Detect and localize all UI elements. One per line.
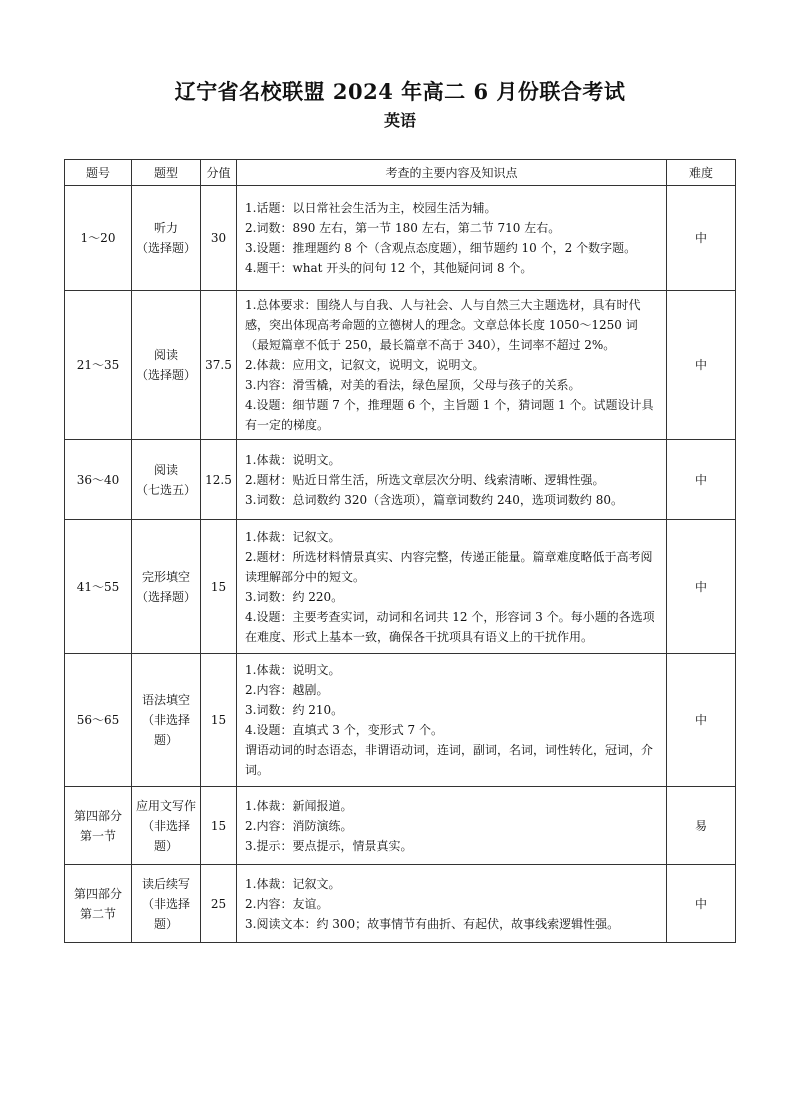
content-line: 3.设题：推理题约 8 个（含观点态度题），细节题约 10 个，2 个数字题。 (245, 241, 637, 255)
content-line: 2.题材：贴近日常生活，所选文章层次分明、线索清晰、逻辑性强。 (245, 472, 605, 487)
difficulty-cell: 中 (667, 186, 736, 291)
table-row (65, 654, 736, 787)
question-type-cell: 语法填空 （非选择题） (132, 654, 201, 787)
content-cell (237, 787, 667, 865)
content-line: 2.体裁：应用文，记叙文，说明文，说明文。 (245, 358, 485, 372)
table-row (65, 787, 736, 865)
content-line: 2.题材：所选材料情景真实、内容完整，传递正能量。篇章难度略低于高考阅读理解部分中的短文。 (245, 549, 653, 584)
score-cell: 15 (201, 520, 237, 654)
content-line: 2.内容：消防演练。 (245, 818, 353, 833)
content-line: 1.总体要求：围绕人与自我、人与社会、人与自然三大主题选材，具有时代感，突出体现高考命题的立德树人的理念。文章总体长度 1050～1250 词（最短篇章不低于 250，最长篇章不高于 340），生词率不超过 2%。 (245, 298, 641, 352)
question-type-cell: 阅读 （选择题） (132, 291, 201, 440)
content-line: 1.话题：以日常社会生活为主，校园生活为辅。 (245, 201, 497, 215)
score-cell: 30 (201, 186, 237, 291)
content-line: 1.体裁：说明文。 (245, 663, 341, 677)
content-line: 2.词数：890 左右，第一节 180 左右，第二节 710 左右。 (245, 221, 561, 235)
question-type-cell: 阅读 （七选五） (132, 440, 201, 520)
question-number-cell: 21～35 (65, 291, 132, 440)
content-line: 1.体裁：记叙文。 (245, 529, 341, 544)
content-line: 4.设题：直填式 3 个，变形式 7 个。 (245, 723, 443, 737)
score-cell: 15 (201, 787, 237, 865)
exam-analysis-table (64, 159, 736, 943)
page-subtitle: 英语 (383, 111, 416, 130)
header-content: 考查的主要内容及知识点 (237, 160, 667, 186)
difficulty-cell: 易 (667, 787, 736, 865)
content-line: 1.体裁：新闻报道。 (245, 798, 353, 813)
content-line: 1.体裁：记叙文。 (245, 876, 341, 891)
question-type-cell: 读后续写 （非选择题） (132, 865, 201, 943)
question-number-cell: 41～55 (65, 520, 132, 654)
content-cell (237, 654, 667, 787)
content-line: 4.设题：主要考查实词，动词和名词共 12 个，形容词 3 个。每小题的各选项在难度、形式上基本一致，确保各干扰项具有语义上的干扰作用。 (245, 609, 655, 644)
content-cell (237, 186, 667, 291)
header-score: 分值 (201, 160, 237, 186)
content-line: 4.题干：what 开头的问句 12 个，其他疑问词 8 个。 (245, 261, 533, 275)
score-cell: 15 (201, 654, 237, 787)
content-line: 3.内容：滑雪橇，对美的看法，绿色屋顶，父母与孩子的关系。 (245, 378, 581, 392)
content-cell (237, 291, 667, 440)
content-line: 2.内容：友谊。 (245, 896, 329, 911)
question-number-cell: 1～20 (65, 186, 132, 291)
table-header-row (65, 160, 736, 186)
question-number-cell: 36～40 (65, 440, 132, 520)
table-row (65, 865, 736, 943)
content-cell (237, 520, 667, 654)
table-row (65, 186, 736, 291)
content-line: 谓语动词的时态语态，非谓语动词，连词，副词，名词，词性转化，冠词，介词。 (245, 743, 654, 777)
difficulty-cell: 中 (667, 520, 736, 654)
question-number-cell: 第四部分 第一节 (65, 787, 132, 865)
difficulty-cell: 中 (667, 440, 736, 520)
content-line: 1.体裁：说明文。 (245, 452, 341, 467)
question-number-cell: 第四部分 第二节 (65, 865, 132, 943)
score-cell: 12.5 (201, 440, 237, 520)
content-line: 3.词数：总词数约 320（含选项），篇章词数约 240，选项词数约 80。 (245, 492, 623, 507)
content-cell (237, 865, 667, 943)
question-number-cell: 56～65 (65, 654, 132, 787)
content-line: 3.词数：约 210。 (245, 703, 344, 717)
question-type-cell: 应用文写作 （非选择题） (132, 787, 201, 865)
content-line: 3.词数：约 220。 (245, 589, 344, 604)
difficulty-cell: 中 (667, 291, 736, 440)
table-row (65, 520, 736, 654)
content-line: 2.内容：越剧。 (245, 683, 329, 697)
content-line: 3.提示：要点提示，情景真实。 (245, 838, 413, 853)
question-type-cell: 完形填空 （选择题） (132, 520, 201, 654)
content-cell (237, 440, 667, 520)
header-question-type: 题型 (132, 160, 201, 186)
content-line: 3.阅读文本：约 300；故事情节有曲折、有起伏，故事线索逻辑性强。 (245, 916, 620, 931)
header-difficulty: 难度 (667, 160, 736, 186)
score-cell: 37.5 (201, 291, 237, 440)
question-type-cell: 听力 （选择题） (132, 186, 201, 291)
score-cell: 25 (201, 865, 237, 943)
table-row (65, 291, 736, 440)
difficulty-cell: 中 (667, 654, 736, 787)
content-line: 4.设题：细节题 7 个，推理题 6 个，主旨题 1 个，猜词题 1 个。试题设计具有一定的梯度。 (245, 398, 654, 432)
header-question-number: 题号 (65, 160, 132, 186)
difficulty-cell: 中 (667, 865, 736, 943)
page-title: 辽宁省名校联盟 2024 年高二 6 月份联合考试 (174, 79, 626, 104)
table-row (65, 440, 736, 520)
